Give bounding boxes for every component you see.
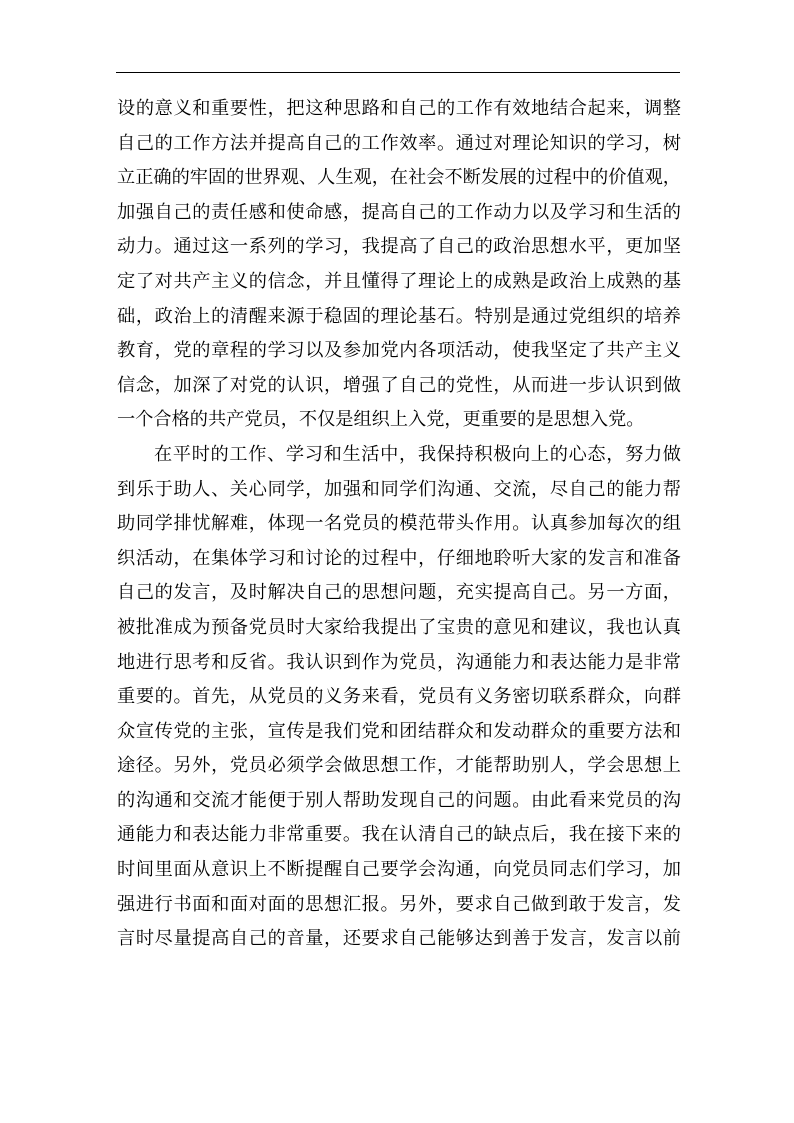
text-line: 重要的。首先，从党员的义务来看，党员有义务密切联系群众，向群 [117, 686, 681, 708]
text-line: 被批准成为预备党员时大家给我提出了宝贵的意见和建议，我也认真 [117, 616, 681, 638]
text-line: 教育，党的章程的学习以及参加党内各项活动，使我坚定了共产主义 [117, 340, 681, 362]
text-line: 信念，加深了对党的认识，增强了自己的党性，从而进一步认识到做 [117, 374, 681, 396]
text-line: 立正确的牢固的世界观、人生观，在社会不断发展的过程中的价值观， [117, 167, 681, 189]
text-line: 自己的工作方法并提高自己的工作效率。通过对理论知识的学习，树 [117, 132, 681, 154]
text-line: 设的意义和重要性，把这种思路和自己的工作有效地结合起来，调整 [117, 98, 681, 119]
text-line: 定了对共产主义的信念，并且懂得了理论上的成熟是政治上成熟的基 [117, 270, 681, 292]
text-line: 通能力和表达能力非常重要。我在认清自己的缺点后，我在接下来的 [117, 824, 681, 846]
text-line: 的沟通和交流才能便于别人帮助发现自己的问题。由此看来党员的沟 [117, 789, 681, 811]
text-line: 到乐于助人、关心同学，加强和同学们沟通、交流，尽自己的能力帮 [117, 478, 681, 500]
text-line: 加强自己的责任感和使命感，提高自己的工作动力以及学习和生活的 [117, 201, 681, 223]
text-line: 地进行思考和反省。我认识到作为党员，沟通能力和表达能力是非常 [117, 651, 681, 673]
body-text [117, 92, 681, 957]
text-line: 时间里面从意识上不断提醒自己要学会沟通，向党员同志们学习，加 [117, 859, 681, 881]
text-line: 础，政治上的清醒来源于稳固的理论基石。特别是通过党组织的培养 [117, 305, 681, 327]
text-line: 言时尽量提高自己的音量，还要求自己能够达到善于发言，发言以前 [117, 928, 681, 950]
text-line: 助同学排忧解难，体现一名党员的模范带头作用。认真参加每次的组 [117, 513, 681, 535]
text-line: 强进行书面和面对面的思想汇报。另外，要求自己做到敢于发言，发 [117, 893, 681, 915]
text-line: 自己的发言，及时解决自己的思想问题，充实提高自己。另一方面， [117, 582, 681, 604]
header-rule [116, 72, 680, 73]
text-line: 众宣传党的主张，宣传是我们党和团结群众和发动群众的重要方法和 [117, 720, 681, 742]
text-line: 动力。通过这一系列的学习，我提高了自己的政治思想水平，更加坚 [117, 236, 681, 258]
text-line: 织活动，在集体学习和讨论的过程中，仔细地聆听大家的发言和准备 [117, 547, 681, 569]
paragraph-first-line: 在平时的工作、学习和生活中，我保持积极向上的心态，努力做 [154, 443, 681, 465]
text-line: 途径。另外，党员必须学会做思想工作，才能帮助别人，学会思想上 [117, 755, 681, 777]
paragraph-end-line: 一个合格的共产党员，不仅是组织上入党，更重要的是思想入党。 [117, 409, 645, 431]
